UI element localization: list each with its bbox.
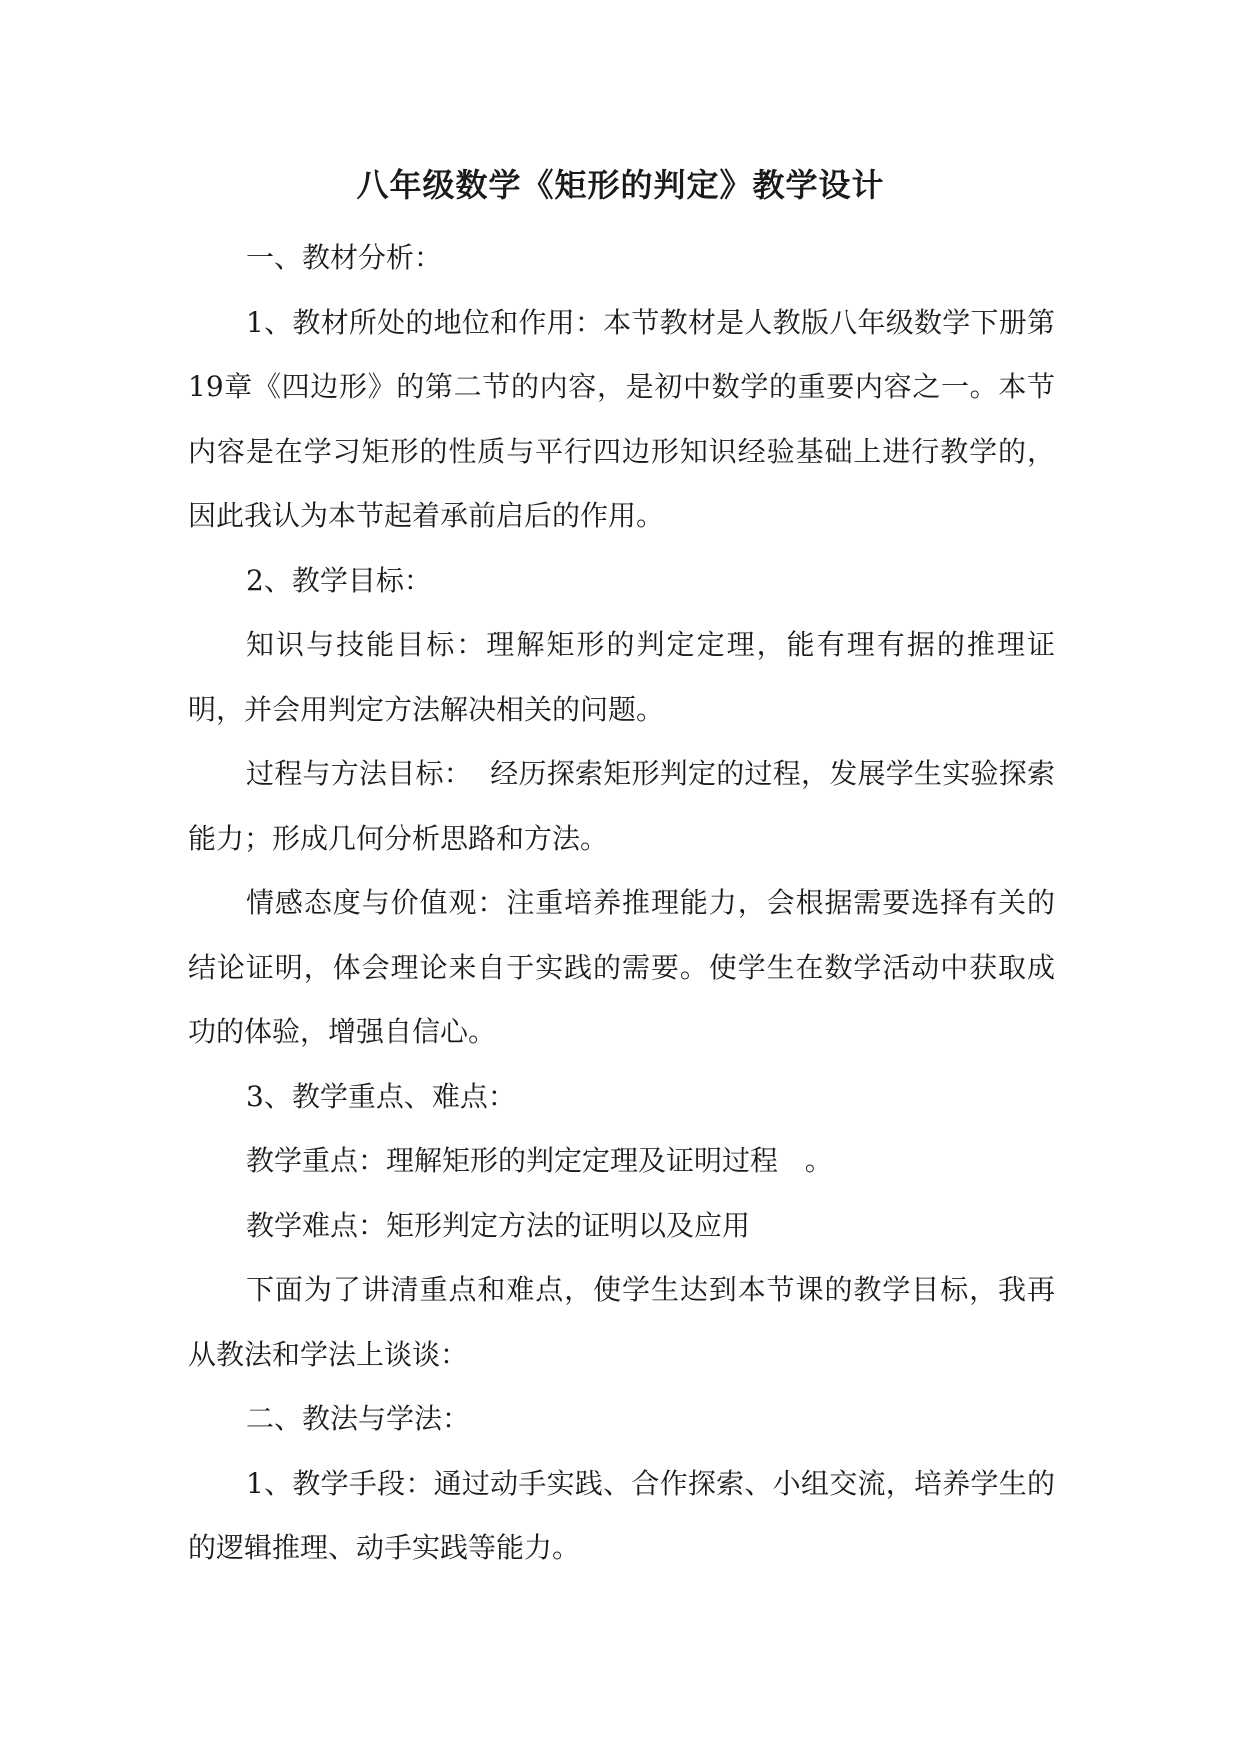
paragraph-key-point: 教学重点：理解矩形的判定定理及证明过程 。 xyxy=(246,1144,833,1177)
document-title: 八年级数学《矩形的判定》教学设计 xyxy=(356,166,885,204)
section-heading-methods: 二、教法与学法： xyxy=(246,1402,471,1435)
paragraph-difficult-point: 教学难点：矩形判定方法的证明以及应用 xyxy=(246,1208,751,1242)
section-heading-key-points: 3、教学重点、难点： xyxy=(246,1079,516,1113)
paragraph-knowledge-goal: 知识与技能目标：理解矩形的判定定理，能有理有据的推理证明，并会用判定方法解决相关的问题。 xyxy=(188,628,1055,726)
paragraph-teaching-means: 1、教学手段：通过动手实践、合作探索、小组交流，培养学生的的逻辑推理、动手实践等能力。 xyxy=(188,1466,1055,1564)
document-body xyxy=(188,226,1055,1581)
paragraph-process-goal: 过程与方法目标： 经历探索矩形判定的过程，发展学生实验探索能力；形成几何分析思路和方法。 xyxy=(188,757,1055,855)
section-heading-materials: 一、教材分析： xyxy=(246,241,443,274)
section-heading-goals: 2、教学目标： xyxy=(246,563,432,597)
paragraph-role-of-material: 1、教材所处的地位和作用：本节教材是人教版八年级数学下册第19章《四边形》的第二节的内容，是初中数学的重要内容之一。本节内容是在学习矩形的性质与平行四边形知识经验基础上进行教学的，因此我认为本节起着承前启后的作用。 xyxy=(188,305,1055,532)
paragraph-attitude-goal: 情感态度与价值观：注重培养推理能力，会根据需要选择有关的结论证明，体会理论来自于实践的需要。使学生在数学活动中获取成功的体验，增强自信心。 xyxy=(188,886,1055,1048)
paragraph-transition: 下面为了讲清重点和难点，使学生达到本节课的教学目标，我再从教法和学法上谈谈： xyxy=(188,1273,1055,1371)
